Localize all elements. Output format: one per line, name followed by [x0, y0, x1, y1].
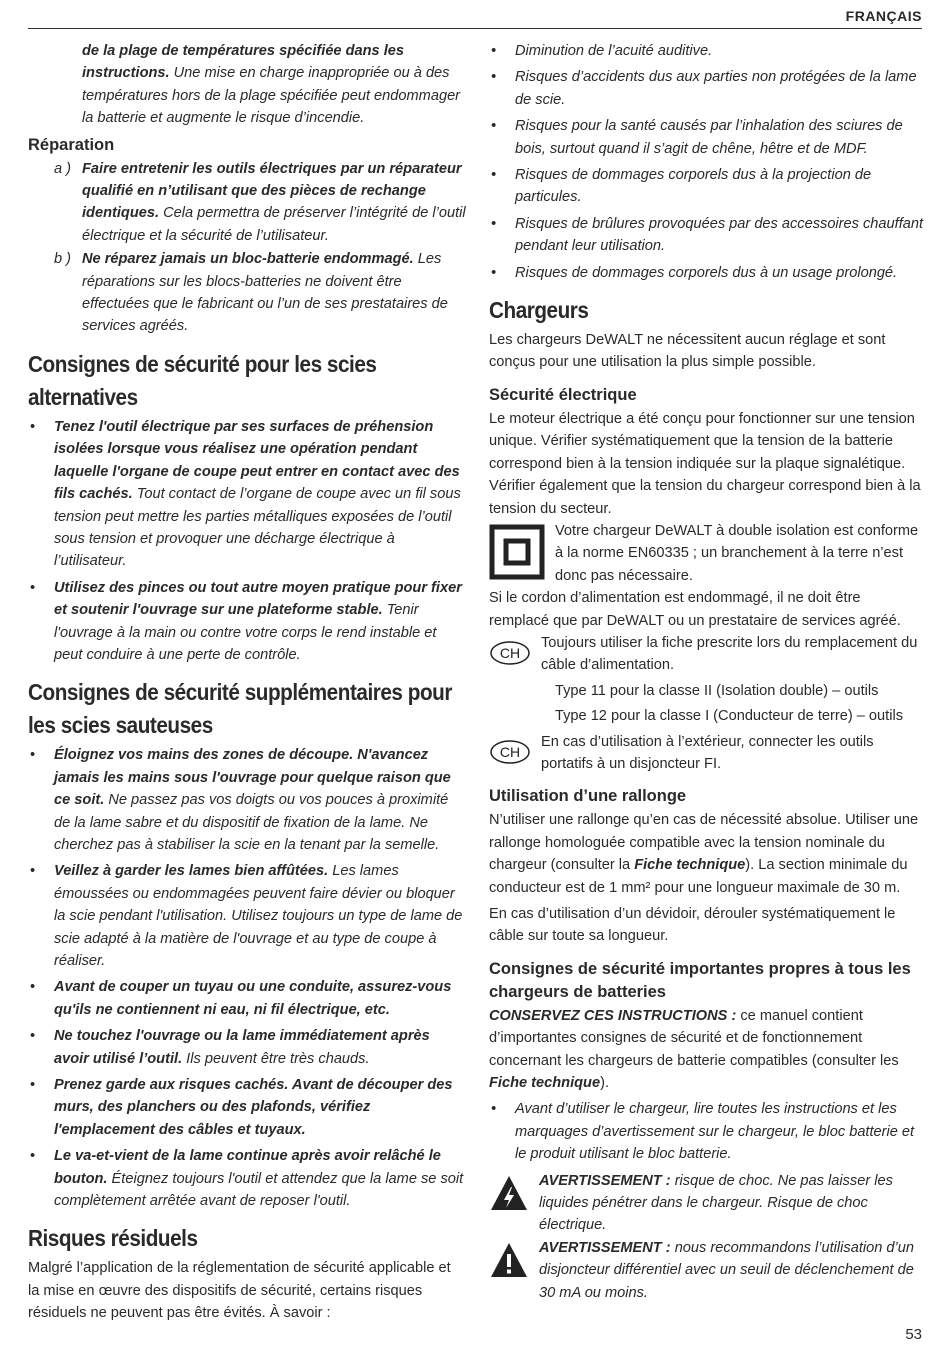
- list-item: • Le va-et-vient de la lame continue après avoir relâché le bouton. Éteignez toujours l'outil et attendez que la lame se soit complètement arrêtée avant de reposer l'outil.: [30, 1148, 464, 1210]
- intro-text: Une mise en charge inappropriée ou à des températures hors de la plage spécifiée peut endommager la batterie et augmente le risque d’incendie.: [82, 65, 461, 127]
- right-column: [489, 40, 924, 1304]
- list-item: • Avant d’utiliser le chargeur, lire toutes les instructions et les marquages d’avertissement sur le chargeur, le bloc batterie et le produit utilisant le bloc batterie.: [491, 1101, 915, 1163]
- type11-line: Type 11 pour la classe II (Isolation double) – outils: [555, 682, 879, 699]
- ch-label: CH: [499, 743, 521, 760]
- list-item: • Ne touchez l'ouvrage ou la lame immédiatement après avoir utilisé l’outil. Ils peuvent être très chauds.: [30, 1028, 430, 1067]
- ch-row-1: [489, 632, 924, 677]
- warning-1-text: [539, 1170, 924, 1237]
- reparation-heading: Réparation: [28, 135, 115, 154]
- ch-icon: [489, 640, 531, 666]
- item-text: Les réparations sur les blocs-batteries ne doivent être effectuées que le fabricant ou l’un de ses prestataires de services agréés.: [82, 251, 448, 335]
- item-bold: Avant de couper un tuyau ou une conduite, assurez-vous qu'ils ne contiennent ni eau, ni fil électrique, etc.: [54, 979, 452, 1018]
- warning-row-2: [489, 1237, 924, 1304]
- risques-residuels-heading: Risques résiduels: [28, 1225, 198, 1252]
- list-item: • Tenez l'outil électrique par ses surfaces de préhension isolées lorsque vous réalisez une opération pendant laquelle l'organe de coupe peut entrer en contact avec des fils cachés. Tout contact de l’organe de coupe avec un fil sous tension peut mettre les parties métalliques exposées de l’outil sous tension et provoquer une décharge électrique à l’utilisateur.: [30, 418, 461, 570]
- double-insulation-icon: [489, 524, 545, 580]
- devidoir-paragraph: En cas d’utilisation d’un dévidoir, dérouler systématiquement le câble sur toute sa longueur.: [489, 906, 896, 945]
- language-header: FRANÇAIS: [845, 8, 922, 24]
- risk-text: Diminution de l’acuité auditive.: [515, 43, 713, 59]
- item-bold: Tenez l'outil électrique par ses surfaces de préhension isolées lorsque vous réalisez une opération pendant laquelle l'organe de coupe peut entrer en contact avec des fils cachés.: [54, 418, 460, 503]
- warning-2-bold: AVERTISSEMENT :: [539, 1239, 671, 1256]
- item-bold: Le va-et-vient de la lame continue après avoir relâché le bouton.: [54, 1148, 441, 1187]
- chargeurs-paragraph: Les chargeurs DeWALT ne nécessitent aucun réglage et sont conçus pour une utilisation la plus simple possible.: [489, 332, 886, 371]
- warning-2-text: [539, 1237, 924, 1304]
- double-isolation-text: Votre chargeur DeWALT à double isolation est conforme à la norme EN60335 ; un branchement à la terre n’est donc pas nécessaire.: [555, 522, 919, 584]
- reparation-item: [28, 158, 466, 248]
- risk-text: Risques d’accidents dus aux parties non protégées de la lame de scie.: [515, 69, 917, 108]
- item-bold: Utilisez des pinces ou tout autre moyen pratique pour fixer et soutenir l'ouvrage sur une plateforme stable.: [54, 579, 462, 619]
- warning-1-bold: AVERTISSEMENT :: [539, 1172, 671, 1189]
- conservez-paragraph: [489, 1005, 924, 1095]
- item-text: Ne passez pas vos doigts ou vos pouces à proximité de la lame sabre et du dispositif de fixation de la lame. Ne cherchez pas à stabiliser la scie en la tenant par la semelle.: [54, 792, 449, 853]
- double-isolation-row: [489, 520, 924, 587]
- risk-text: Risques pour la santé causés par l’inhalation des sciures de bois, surtout quand il s’agit de chêne, hêtre et de MDF.: [515, 118, 903, 157]
- consignes-chargeurs-heading: Consignes de sécurité importantes propres à tous les chargeurs de batteries: [489, 959, 911, 1001]
- item-text: Cela permettra de préserver l’intégrité de l’outil électrique et la sécurité de l’utilisateur.: [82, 205, 466, 244]
- item-text: Tenir l'ouvrage à la main ou contre votre corps le rend instable et peut conduire à une perte de contrôle.: [54, 602, 437, 663]
- list-item: • Avant de couper un tuyau ou une conduite, assurez-vous qu'ils ne contiennent ni eau, ni fil électrique, etc.: [30, 979, 452, 1018]
- rallonge-heading: Utilisation d’une rallonge: [489, 787, 687, 806]
- fiche-technique-ref: Fiche technique: [634, 857, 746, 874]
- fiche-technique-ref: Fiche technique: [489, 1075, 601, 1092]
- electric-shock-warning-icon: [489, 1174, 529, 1214]
- list-item: • Éloignez vos mains des zones de découpe. N'avancez jamais les mains sous l'ouvrage pour quelque raison que ce soit. Ne passez pas vos doigts ou vos pouces à proximité de la lame sabre et du dispositif de fixation de la lame. Ne cherchez pas à stabiliser la scie en la tenant par la semelle.: [30, 747, 451, 853]
- item-bold: Veillez à garder les lames bien affûtées.: [54, 863, 329, 880]
- ch-icon: [489, 739, 531, 765]
- item-letter: b ): [54, 251, 72, 268]
- ch2-text: En cas d’utilisation à l’extérieur, connecter les outils portatifs à un disjoncteur FI.: [541, 733, 874, 772]
- item-bold: Ne réparez jamais un bloc-batterie endommagé.: [82, 251, 414, 268]
- warning-row-1: [489, 1170, 924, 1237]
- rallonge-text-2: ). La section minimale du conducteur est de 1 mm² pour une longueur maximale de 30 m.: [489, 857, 908, 896]
- chargeurs-heading: Chargeurs: [489, 297, 589, 324]
- reparation-item: [28, 248, 466, 338]
- item-bold: Ne touchez l'ouvrage ou la lame immédiatement après avoir utilisé l’outil.: [54, 1028, 430, 1067]
- header-rule: [28, 28, 922, 29]
- warning-2-body: nous recommandons l’utilisation d’un disjoncteur différentiel avec un seuil de déclenchement de 30 mA ou moins.: [539, 1239, 915, 1301]
- item-text: Tout contact de l’organe de coupe avec un fil sous tension peut mettre les parties métalliques exposées de l’outil sous tension et provoquer une décharge électrique à l’utilisateur.: [54, 486, 461, 570]
- conservez-end: ).: [600, 1075, 610, 1092]
- risk-item: • Risques de dommages corporels dus à la projection de particules.: [491, 167, 872, 206]
- list-item: • Veillez à garder les lames bien affûtées. Les lames émoussées ou endommagées peuvent faire dévier ou bloquer la scie pendant l'utilisation. Utilisez toujours un type de lame de scie adapté à la matière de l'ouvrage et au type de coupe à réaliser.: [30, 863, 463, 969]
- item-letter: a ): [54, 160, 72, 177]
- type12-line: Type 12 pour la classe I (Conducteur de terre) – outils: [555, 708, 903, 725]
- item-text: Éteignez toujours l'outil et attendez que la lame se soit complètement arrêtée avant de reposer l'outil.: [54, 1170, 464, 1210]
- item-bold: Éloignez vos mains des zones de découpe. N'avancez jamais les mains sous l'ouvrage pour quelque raison que ce soit.: [54, 747, 451, 809]
- rallonge-paragraph: [489, 809, 924, 899]
- cordon-paragraph: Si le cordon d’alimentation est endommagé, il ne doit être remplacé que par DeWALT ou un prestataire de services agréé.: [489, 590, 901, 629]
- securite-electrique-paragraph: Le moteur électrique a été conçu pour fonctionner sur une tension unique. Vérifier systématiquement que la tension de la batterie correspond bien à la tension indiquée sur la plaque signalétique. Vérifier également que la tension du chargeur correspond bien à la tension du secteur.: [489, 410, 921, 517]
- rallonge-text-1: N’utiliser une rallonge qu’en cas de nécessité absolue. Utiliser une rallonge homologuée compatible avec la tension nominale du chargeur (consulter la: [489, 812, 919, 874]
- intro-paragraph: [28, 40, 466, 130]
- risk-text: Risques de dommages corporels dus à la projection de particules.: [515, 167, 872, 206]
- risk-item: • Risques de brûlures provoquées par des accessoires chauffant pendant leur utilisation.: [491, 215, 924, 255]
- conservez-text: ce manuel contient d’importantes consignes de sécurité et de fonctionnement concernant les chargeurs de batterie compatibles (consulter les: [489, 1007, 899, 1069]
- ch1-text: Toujours utiliser la fiche prescrite lors du remplacement du câble d’alimentation.: [541, 634, 918, 674]
- avant-text: Avant d’utiliser le chargeur, lire toutes les instructions et les marquages d’avertissement sur le chargeur, le bloc batterie et le produit utilisant le bloc batterie.: [515, 1101, 915, 1163]
- intro-bold: de la plage de températures spécifiée dans les instructions.: [82, 43, 405, 82]
- risk-item: • Diminution de l’acuité auditive.: [491, 43, 713, 59]
- conservez-bold: CONSERVEZ CES INSTRUCTIONS :: [489, 1007, 737, 1024]
- securite-electrique-heading: Sécurité électrique: [489, 385, 637, 404]
- scies-alternatives-heading: Consignes de sécurité pour les scies alternatives: [28, 350, 377, 410]
- risk-text: Risques de dommages corporels dus à un usage prolongé.: [515, 264, 898, 281]
- warning-1-body: risque de choc. Ne pas laisser les liquides pénétrer dans le chargeur. Risque de choc électrique.: [539, 1172, 893, 1234]
- ch-label: CH: [499, 644, 521, 661]
- risk-item: • Risques pour la santé causés par l’inhalation des sciures de bois, surtout quand il s’agit de chêne, hêtre et de MDF.: [491, 118, 903, 157]
- item-bold: Faire entretenir les outils électriques par un réparateur qualifié en n’utilisant que des pièces de rechange identiques.: [82, 160, 462, 222]
- left-column: [28, 40, 466, 1325]
- scies-sauteuses-heading: Consignes de sécurité supplémentaires pour les scies sauteuses: [28, 679, 452, 739]
- item-text: Ils peuvent être très chauds.: [182, 1050, 370, 1067]
- risk-text: Risques de brûlures provoquées par des accessoires chauffant pendant leur utilisation.: [515, 215, 924, 255]
- risk-item: • Risques de dommages corporels dus à un usage prolongé.: [491, 264, 898, 281]
- risk-item: • Risques d’accidents dus aux parties non protégées de la lame de scie.: [491, 69, 917, 108]
- item-text: Les lames émoussées ou endommagées peuvent faire dévier ou bloquer la scie pendant l'utilisation. Utilisez toujours un type de lame de scie adapté à la matière de l'ouvrage et au type de coupe à réaliser.: [54, 863, 463, 969]
- item-bold: Prenez garde aux risques cachés. Avant de découper des murs, des planchers ou des plafonds, vérifiez l'emplacement des câbles et tuyaux.: [54, 1077, 453, 1138]
- list-item: • Prenez garde aux risques cachés. Avant de découper des murs, des planchers ou des plafonds, vérifiez l'emplacement des câbles et tuyaux.: [30, 1077, 453, 1138]
- list-item: • Utilisez des pinces ou tout autre moyen pratique pour fixer et soutenir l'ouvrage sur une plateforme stable. Tenir l'ouvrage à la main ou contre votre corps le rend instable et peut conduire à une perte de contrôle.: [30, 579, 462, 663]
- risques-paragraph: Malgré l’application de la réglementation de sécurité applicable et la mise en œuvre des dispositifs de sécurité, certains risques résiduels ne peuvent pas être évités. À savoir :: [28, 1260, 451, 1322]
- ch-row-2: [489, 731, 924, 776]
- warning-exclamation-icon: [489, 1241, 529, 1281]
- page-number: 53: [905, 1326, 922, 1343]
